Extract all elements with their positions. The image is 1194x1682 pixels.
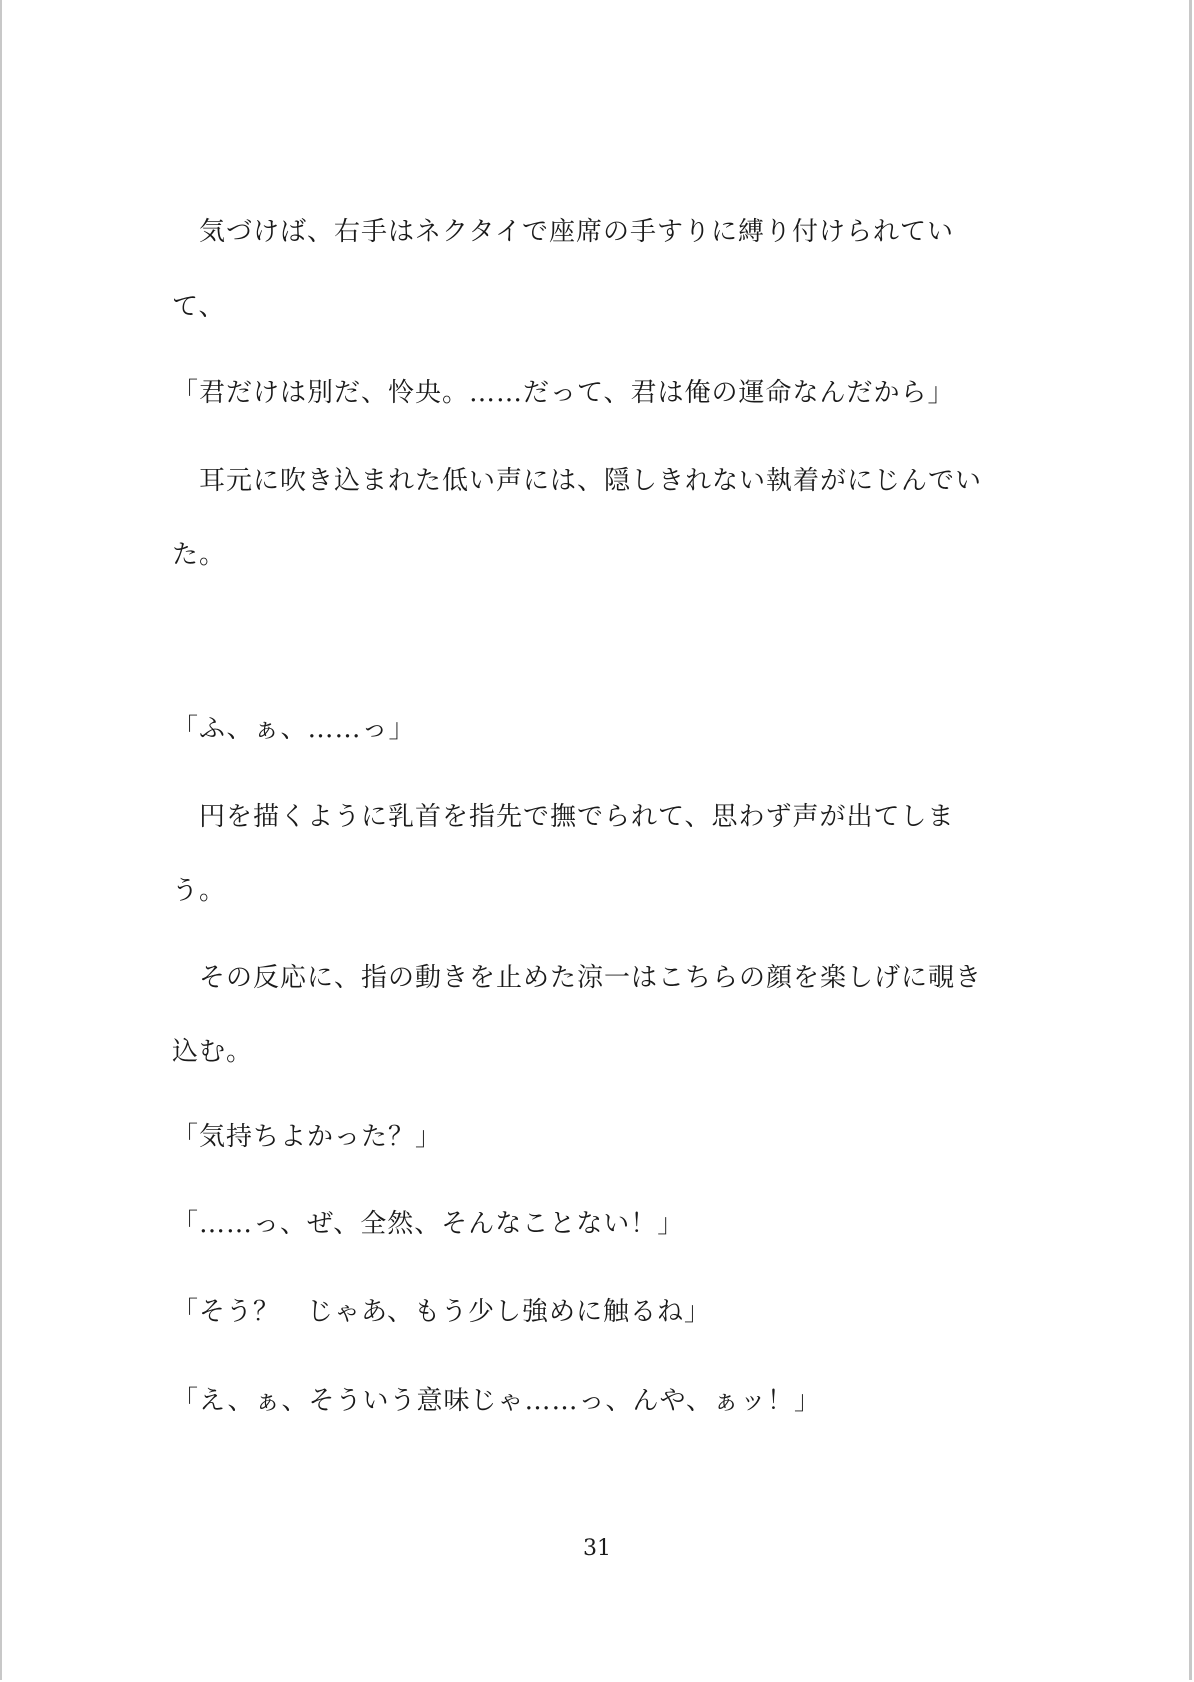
text-line: う。 xyxy=(172,876,227,906)
text-line: た。 xyxy=(172,540,227,570)
text-line: 「君だけは別だ、怜央。……だって、君は俺の運命なんだから」 xyxy=(172,378,955,408)
page-number: 31 xyxy=(583,1536,611,1561)
text-line: 「ふ、ぁ、……っ」 xyxy=(172,714,416,744)
text-line: て、 xyxy=(172,292,226,322)
text-line: 込む。 xyxy=(172,1037,254,1067)
text-line: 「え、ぁ、そういう意味じゃ……っ、んや、ぁッ！」 xyxy=(172,1386,822,1416)
text-line: 耳元に吹き込まれた低い声には、隠しきれない執着がにじんでい xyxy=(172,466,983,496)
text-line: 「……っ、ぜ、全然、そんなことない！」 xyxy=(172,1209,685,1239)
text-line: 気づけば、右手はネクタイで座席の手すりに縛り付けられてい xyxy=(172,217,954,247)
text-line: 円を描くように乳首を指先で撫でられて、思わず声が出てしま xyxy=(172,802,955,832)
text-line: 「そう？ じゃあ、もう少し強めに触るね」 xyxy=(172,1297,711,1327)
text-line: 「気持ちよかった？」 xyxy=(172,1122,443,1152)
text-line: その反応に、指の動きを止めた涼一はこちらの顔を楽しげに覗き xyxy=(172,963,983,993)
